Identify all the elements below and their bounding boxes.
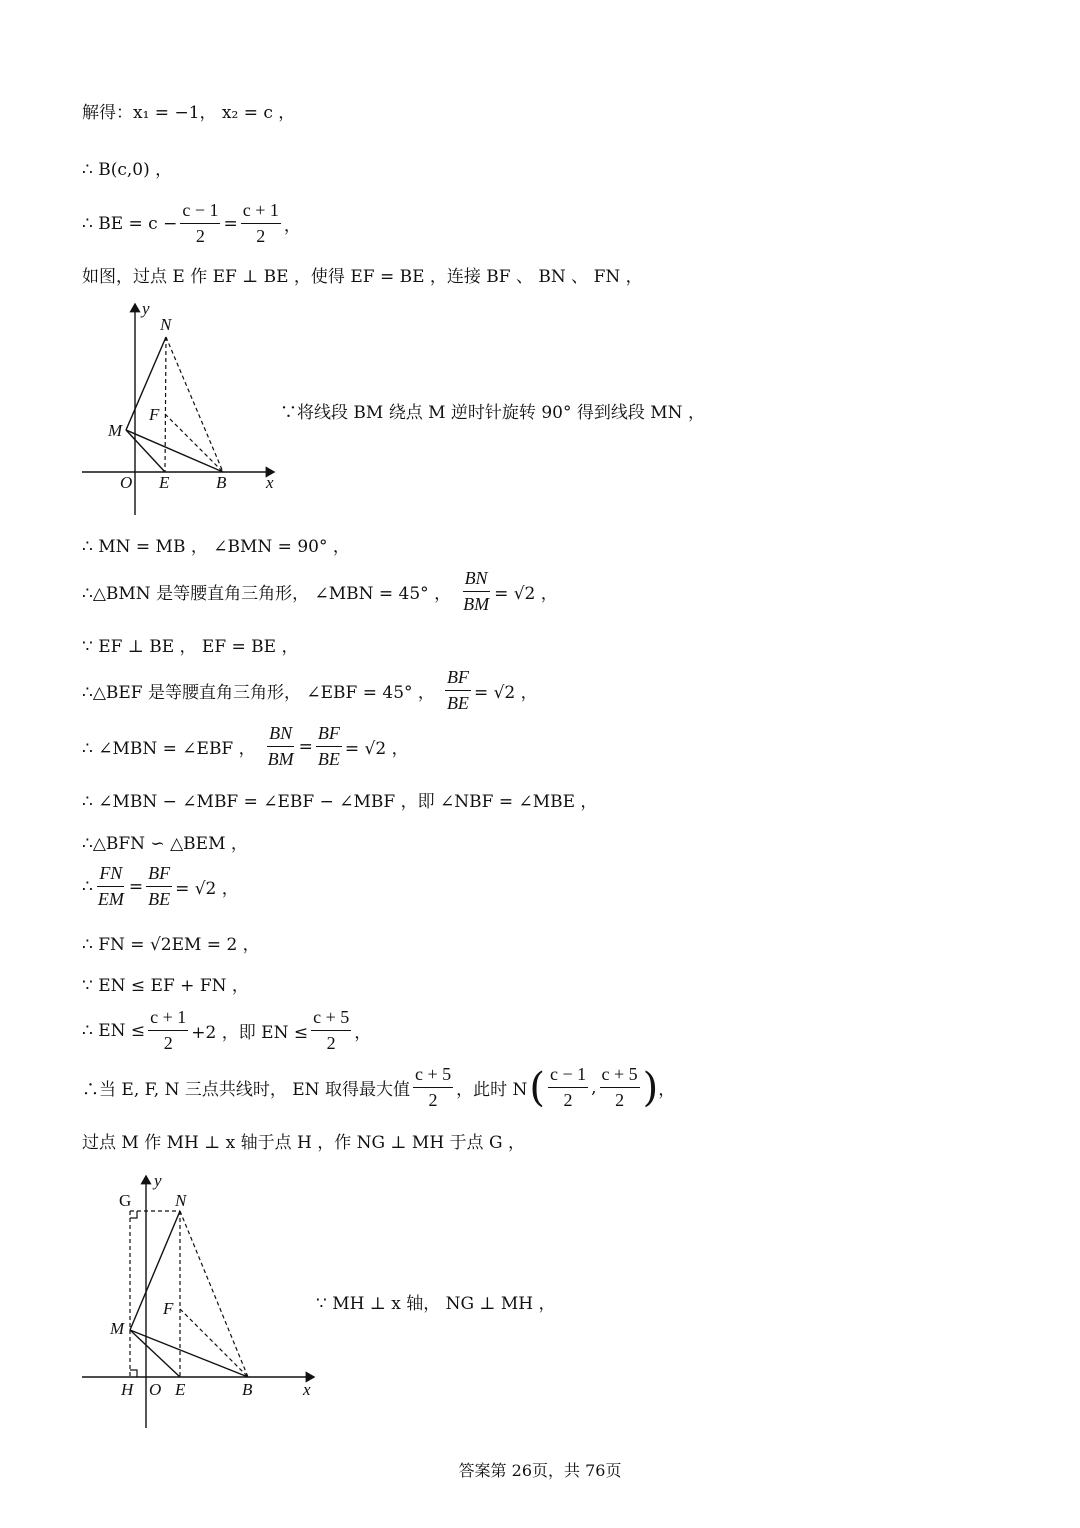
fraction-numerator: BF bbox=[146, 863, 172, 887]
point-n-intro: ，此时 N bbox=[456, 1080, 528, 1100]
label-m: M bbox=[108, 421, 123, 440]
segment-ne-dashed bbox=[165, 337, 166, 472]
ratio-line bbox=[82, 863, 239, 910]
label-h: H bbox=[121, 1380, 134, 1399]
fn-value-line: ∴ FN = √2EM = 2 ， bbox=[82, 935, 260, 955]
fraction bbox=[461, 568, 491, 615]
comma: ， bbox=[354, 1023, 372, 1043]
label-x: x bbox=[303, 1380, 311, 1399]
fraction-result: = √2 ， bbox=[175, 879, 239, 899]
en-bound-middle: +2 ，即 EN ≤ bbox=[191, 1023, 309, 1043]
label-b: B bbox=[242, 1380, 253, 1399]
en-bound-prefix: ∴ EN ≤ bbox=[82, 1020, 146, 1041]
fraction-numerator: c + 1 bbox=[148, 1007, 188, 1031]
label-o: O bbox=[149, 1380, 162, 1399]
segment-fb-dashed bbox=[180, 1309, 248, 1377]
perpendicular-statement: ∵ MH ⊥ x 轴， NG ⊥ MH ， bbox=[316, 1294, 556, 1314]
fraction-numerator: c + 5 bbox=[311, 1007, 351, 1031]
label-b: B bbox=[216, 473, 227, 492]
fraction bbox=[445, 667, 471, 714]
label-y: y bbox=[154, 1171, 162, 1190]
fraction-denominator: BE bbox=[446, 693, 469, 713]
angle-equality-line bbox=[82, 723, 409, 770]
construction-line: 如图，过点 E 作 EF ⊥ BE ，使得 EF = BE ，连接 BF 、 BN 、 FN ， bbox=[82, 267, 643, 287]
label-n: N bbox=[175, 1191, 187, 1210]
segment-fb-dashed bbox=[165, 414, 223, 472]
fraction-numerator: c − 1 bbox=[180, 200, 220, 224]
solve-result-line: 解得：x₁ = −1， x₂ = c ， bbox=[82, 103, 296, 123]
fraction-denominator: 2 bbox=[195, 226, 205, 246]
segment-mb bbox=[130, 1330, 248, 1377]
figure-2-diagram bbox=[78, 1170, 323, 1432]
fraction-denominator: 2 bbox=[326, 1033, 336, 1053]
fraction-result: = √2 ， bbox=[494, 584, 558, 604]
fraction bbox=[600, 1064, 640, 1111]
fraction-denominator: EM bbox=[97, 889, 124, 909]
fraction bbox=[548, 1064, 588, 1111]
fraction-denominator: 2 bbox=[256, 226, 266, 246]
fraction-denominator: BM bbox=[463, 594, 490, 614]
bef-isosceles-line bbox=[82, 667, 538, 714]
fraction bbox=[96, 863, 126, 910]
comma-separator: , bbox=[591, 1077, 597, 1098]
fraction-denominator: 2 bbox=[615, 1090, 625, 1110]
fraction bbox=[413, 1064, 453, 1111]
fraction-numerator: c + 5 bbox=[600, 1064, 640, 1088]
ef-perp-be-line: ∵ EF ⊥ BE ， EF = BE ， bbox=[82, 637, 299, 657]
fraction-numerator: BF bbox=[316, 723, 342, 747]
equals-sign: = bbox=[223, 213, 238, 234]
therefore-symbol: ∴ bbox=[82, 876, 93, 897]
bmn-isosceles-text: ∴△BMN 是等腰直角三角形， ∠MBN = 45° ， bbox=[82, 584, 452, 604]
label-o: O bbox=[120, 473, 133, 492]
fraction-result: = √2 ， bbox=[473, 683, 538, 703]
fraction-numerator: BN bbox=[267, 723, 294, 747]
bef-isosceles-text: ∴△BEF 是等腰直角三角形， ∠EBF = 45° ， bbox=[82, 683, 435, 703]
segment-nb-dashed bbox=[180, 1211, 248, 1377]
collinear-max-text: ∴当 E, F, N 三点共线时， EN 取得最大值 bbox=[82, 1080, 410, 1100]
fraction-numerator: BN bbox=[463, 568, 490, 592]
segment-me bbox=[126, 430, 165, 472]
comma: ， bbox=[283, 216, 301, 236]
fraction-result: = √2 ， bbox=[344, 739, 409, 759]
label-f: F bbox=[149, 405, 160, 424]
perpendicular-construction-line: 过点 M 作 MH ⊥ x 轴于点 H ，作 NG ⊥ MH 于点 G ， bbox=[82, 1133, 525, 1153]
label-f: F bbox=[163, 1299, 174, 1318]
fraction-denominator: 2 bbox=[163, 1033, 173, 1053]
segment-mn bbox=[126, 337, 166, 430]
equals-sign: = bbox=[128, 876, 144, 897]
fraction-denominator: BE bbox=[148, 889, 171, 909]
left-paren: ( bbox=[529, 1064, 545, 1111]
figure-1-diagram bbox=[78, 300, 288, 522]
fraction-numerator: c − 1 bbox=[548, 1064, 588, 1088]
be-length-prefix: ∴ BE = c − bbox=[82, 213, 178, 234]
label-m: M bbox=[110, 1319, 125, 1338]
triangle-inequality-line: ∵ EN ≤ EF + FN ， bbox=[82, 976, 249, 996]
equals-sign: = bbox=[298, 736, 313, 757]
fraction bbox=[311, 1007, 351, 1054]
label-n: N bbox=[160, 315, 172, 334]
angle-subtraction-line: ∴ ∠MBN − ∠MBF = ∠EBF − ∠MBF ，即 ∠NBF = ∠MBE ， bbox=[82, 792, 598, 812]
label-x: x bbox=[266, 473, 274, 492]
fraction bbox=[180, 200, 220, 247]
fraction bbox=[266, 723, 296, 770]
fraction-numerator: c + 5 bbox=[413, 1064, 453, 1088]
right-paren: ) bbox=[642, 1064, 659, 1111]
fraction-numerator: c + 1 bbox=[241, 200, 281, 224]
bmn-isosceles-line bbox=[82, 568, 558, 615]
fraction bbox=[316, 723, 342, 770]
fraction bbox=[146, 863, 172, 910]
fraction bbox=[148, 1007, 188, 1054]
en-bound-line bbox=[82, 1007, 371, 1054]
label-g: G bbox=[119, 1191, 132, 1210]
mn-equals-mb-line: ∴ MN = MB ， ∠BMN = 90° ， bbox=[82, 537, 350, 557]
similar-triangles-line: ∴△BFN ∽ △BEM ， bbox=[82, 834, 248, 854]
fraction-denominator: BM bbox=[267, 749, 294, 769]
page-footer: 答案第 26页，共 76页 bbox=[458, 1461, 622, 1480]
fraction-numerator: BF bbox=[445, 667, 471, 691]
point-b-line: ∴ B(c,0) ， bbox=[82, 160, 173, 180]
fraction-denominator: 2 bbox=[428, 1090, 438, 1110]
label-e: E bbox=[159, 473, 170, 492]
rotation-statement: ∵将线段 BM 绕点 M 逆时针旋转 90° 得到线段 MN ， bbox=[280, 403, 705, 423]
angle-equality-text: ∴ ∠MBN = ∠EBF ， bbox=[82, 739, 256, 759]
be-length-line bbox=[82, 200, 301, 247]
fraction-numerator: FN bbox=[97, 863, 124, 887]
collinear-max-line bbox=[82, 1064, 675, 1111]
right-angle-mark-h bbox=[130, 1370, 137, 1377]
fraction-denominator: 2 bbox=[563, 1090, 573, 1110]
fraction bbox=[241, 200, 281, 247]
label-e: E bbox=[175, 1380, 186, 1399]
comma: ， bbox=[658, 1080, 676, 1100]
fraction-denominator: BE bbox=[317, 749, 340, 769]
right-angle-mark-g bbox=[130, 1211, 137, 1218]
label-y: y bbox=[142, 300, 150, 318]
